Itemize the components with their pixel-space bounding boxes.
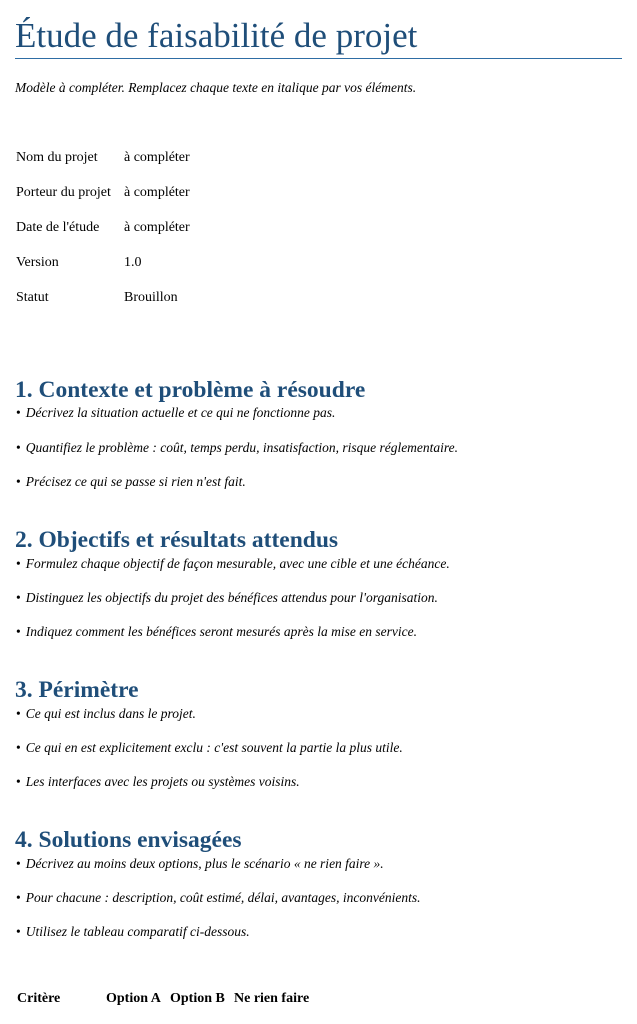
title-divider (15, 58, 622, 59)
list-item-text: Formulez chaque objectif de façon mesurable, avec une cible et une échéance. (25, 556, 450, 571)
list-item-text: Ce qui est inclus dans le projet. (25, 706, 196, 721)
list-item (16, 624, 417, 640)
meta-label: Version (16, 255, 59, 270)
list-item (16, 706, 196, 722)
document-title: Étude de faisabilité de projet (15, 16, 418, 55)
meta-value: 1.0 (124, 255, 142, 270)
bullet-marker: • (16, 890, 21, 905)
bullet-marker: • (16, 856, 21, 871)
bullet-marker: • (16, 624, 21, 639)
list-item (16, 440, 458, 456)
bullet-marker: • (16, 590, 21, 605)
bullet-marker: • (16, 740, 21, 755)
table-header-cell: Option B (170, 991, 225, 1006)
meta-label: Date de l'étude (16, 220, 100, 235)
meta-value: à compléter (124, 150, 190, 165)
list-item-text: Les interfaces avec les projets ou systèmes voisins. (25, 774, 300, 789)
list-item-text: Pour chacune : description, coût estimé, délai, avantages, inconvénients. (25, 890, 421, 905)
list-item-text: Indiquez comment les bénéfices seront mesurés après la mise en service. (25, 624, 418, 639)
meta-label: Statut (16, 290, 49, 305)
bullet-marker: • (16, 556, 21, 571)
table-header-cell: Critère (17, 991, 61, 1006)
bullet-marker: • (16, 774, 21, 789)
section-heading-context: 1. Contexte et problème à résoudre (15, 377, 366, 403)
table-header-cell: Ne rien faire (234, 991, 310, 1006)
meta-label: Nom du projet (16, 150, 98, 165)
list-item-text: Décrivez la situation actuelle et ce qui ne fonctionne pas. (25, 405, 336, 420)
meta-value: à compléter (124, 220, 190, 235)
list-item (16, 740, 403, 756)
list-item (16, 856, 384, 872)
meta-label: Porteur du projet (16, 185, 111, 200)
list-item (16, 924, 250, 940)
meta-value: à compléter (124, 185, 190, 200)
intro-text: Modèle à compléter. Remplacez chaque texte en italique par vos éléments. (15, 80, 417, 95)
list-item (16, 774, 300, 790)
list-item-text: Quantifiez le problème : coût, temps perdu, insatisfaction, risque réglementaire. (25, 440, 459, 455)
list-item (16, 474, 246, 490)
bullet-marker: • (16, 474, 21, 489)
table-header-cell: Option A (106, 991, 161, 1006)
list-item (16, 590, 438, 606)
bullet-marker: • (16, 405, 21, 420)
list-item-text: Précisez ce qui se passe si rien n'est fait. (25, 474, 246, 489)
meta-value: Brouillon (124, 290, 178, 305)
list-item-text: Distinguez les objectifs du projet des bénéfices attendus pour l'organisation. (25, 590, 438, 605)
bullet-marker: • (16, 924, 21, 939)
bullet-marker: • (16, 706, 21, 721)
section-heading-scope: 3. Périmètre (15, 677, 139, 703)
list-item (16, 556, 450, 572)
list-item (16, 890, 421, 906)
list-item-text: Ce qui en est explicitement exclu : c'est souvent la partie la plus utile. (25, 740, 403, 755)
bullet-marker: • (16, 440, 21, 455)
section-heading-objectives: 2. Objectifs et résultats attendus (15, 527, 339, 553)
list-item-text: Utilisez le tableau comparatif ci-dessous. (25, 924, 250, 939)
section-heading-solutions: 4. Solutions envisagées (15, 827, 242, 853)
list-item-text: Décrivez au moins deux options, plus le scénario « ne rien faire ». (25, 856, 384, 871)
list-item (16, 405, 335, 421)
